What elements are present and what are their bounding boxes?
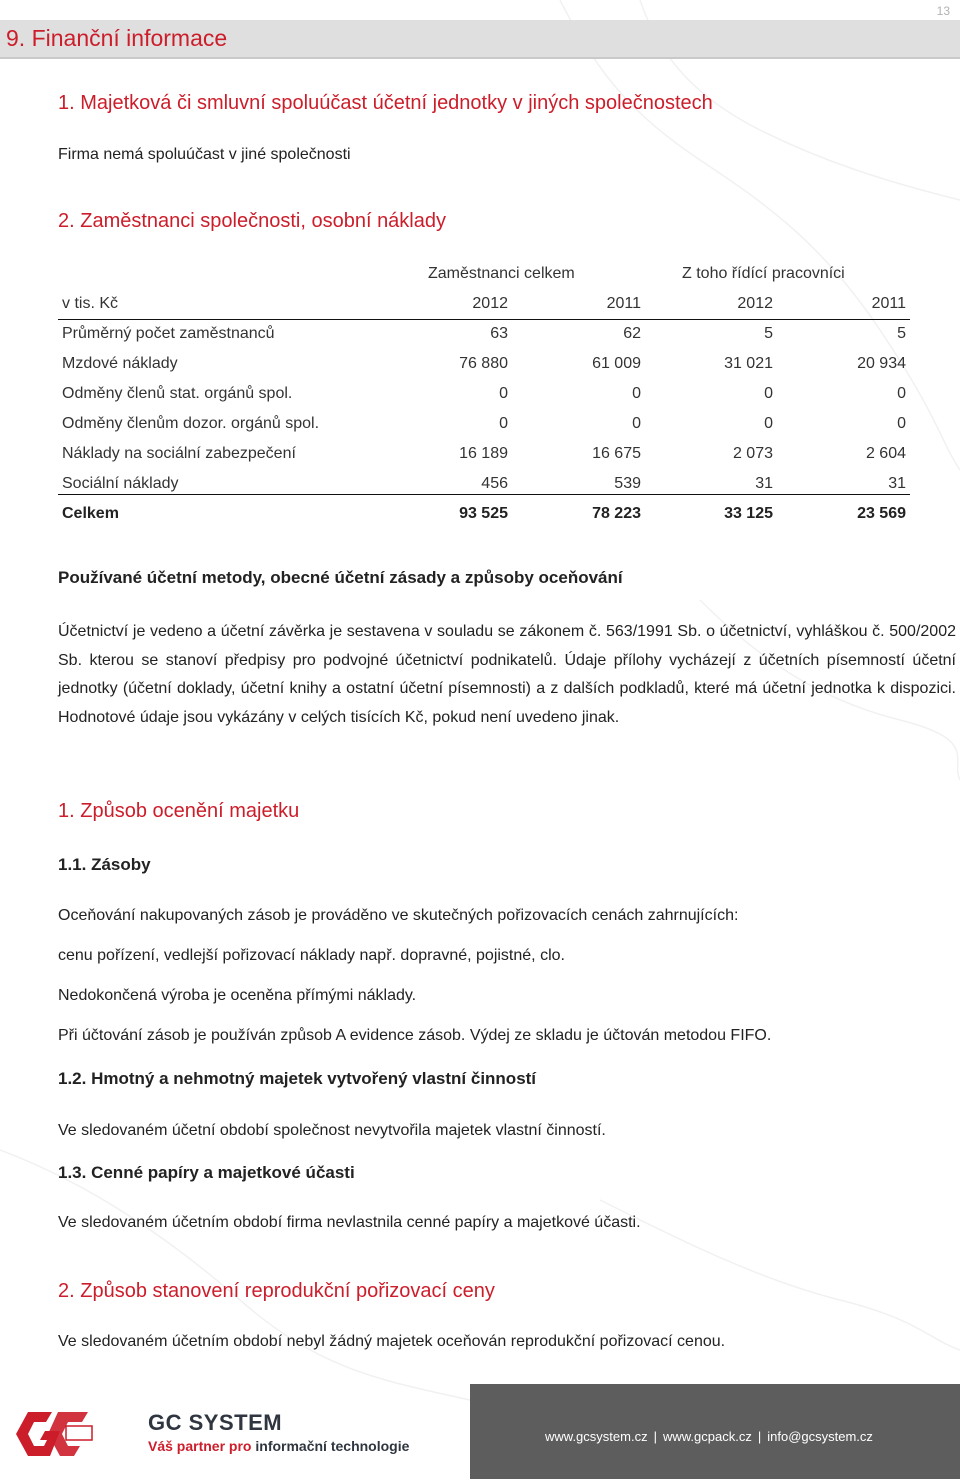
inventory-line: Při účtování zásob je používán způsob A evidence zásob. Výdej ze skladu je účtován metodou FIFO. xyxy=(58,1027,772,1044)
employee-costs-table xyxy=(58,258,910,528)
group-header-managers: Z toho řídící pracovníci xyxy=(682,265,845,282)
cell: 78 223 xyxy=(592,505,641,522)
cell: 16 675 xyxy=(592,445,641,462)
group-header-total: Zaměstnanci celkem xyxy=(428,265,575,282)
cell: 2 073 xyxy=(732,445,773,462)
inventory-heading: 1.1. Zásoby xyxy=(58,855,151,874)
table-row xyxy=(58,318,910,348)
table-total-row xyxy=(58,498,910,528)
cell: 0 xyxy=(499,415,508,432)
row-label: Průměrný počet zaměstnanců xyxy=(62,325,275,342)
separator: | xyxy=(653,1429,657,1444)
cell: 539 xyxy=(614,475,641,492)
reproduction-heading: 2. Způsob stanovení reprodukční pořizovací ceny xyxy=(58,1280,495,1302)
methods-heading: Používané účetní metody, obecné účetní zásady a způsoby oceňování xyxy=(58,568,623,587)
table-row xyxy=(58,408,910,438)
inventory-line: Oceňování nakupovaných zásob je prováděno ve skutečných pořizovacích cenách zahrnujících: xyxy=(58,907,739,924)
cell: 63 xyxy=(490,325,508,342)
row-label: Mzdové náklady xyxy=(62,355,178,372)
cell: 2 604 xyxy=(865,445,906,462)
inventory-line: Nedokončená výroba je oceněna přímými náklady. xyxy=(58,987,417,1004)
table-row xyxy=(58,438,910,468)
securities-heading: 1.3. Cenné papíry a majetkové účasti xyxy=(58,1163,355,1182)
cell: 5 xyxy=(764,325,773,342)
tagline-part: Váš partner pro xyxy=(148,1438,252,1454)
cell: 31 xyxy=(755,475,773,492)
website-link[interactable]: www.gcsystem.cz xyxy=(545,1429,648,1444)
brand-name: GC SYSTEM xyxy=(148,1410,283,1435)
securities-text: Ve sledovaném účetním období firma nevlastnila cenné papíry a majetkové účasti. xyxy=(58,1214,641,1231)
cell: 0 xyxy=(764,385,773,402)
year-header: 2011 xyxy=(606,295,641,312)
cell: 0 xyxy=(632,385,641,402)
cell: 76 880 xyxy=(459,355,508,372)
table-year-header-row xyxy=(58,288,910,318)
separator: | xyxy=(757,1429,762,1444)
cell: 31 xyxy=(888,475,906,492)
footer xyxy=(0,1384,960,1479)
section-2-heading: 2. Zaměstnanci společnosti, osobní náklady xyxy=(58,210,446,232)
row-label: Odměny členů stat. orgánů spol. xyxy=(62,385,293,402)
year-header: 2012 xyxy=(737,295,773,312)
cell: 62 xyxy=(623,325,641,342)
tagline-part: informační technologie xyxy=(255,1438,410,1454)
chapter-header xyxy=(0,20,960,59)
cell: 456 xyxy=(481,475,508,492)
cell: 61 009 xyxy=(592,355,641,372)
cell: 31 021 xyxy=(724,355,773,372)
assets-heading: 1.2. Hmotný a nehmotný majetek vytvořený vlastní činností xyxy=(58,1069,537,1088)
cell: 5 xyxy=(897,325,906,342)
cell: 0 xyxy=(764,415,773,432)
gc-system-logo-icon xyxy=(14,1404,96,1464)
cell: 0 xyxy=(897,415,906,432)
footer-contacts xyxy=(545,1429,873,1444)
cell: 0 xyxy=(897,385,906,402)
table-row xyxy=(58,378,910,408)
year-header: 2011 xyxy=(871,295,906,312)
brand-tagline xyxy=(148,1438,409,1454)
valuation-heading: 1. Způsob ocenění majetku xyxy=(58,800,300,822)
row-label: Celkem xyxy=(62,505,119,522)
chapter-title: 9. Finanční informace xyxy=(6,25,228,51)
cell: 20 934 xyxy=(857,355,906,372)
row-label: Náklady na sociální zabezpečení xyxy=(62,445,296,462)
row-label: Odměny členům dozor. orgánů spol. xyxy=(62,415,320,432)
inventory-line: cenu pořízení, vedlejší pořizovací náklady např. dopravné, pojistné, clo. xyxy=(58,947,565,964)
cell: 0 xyxy=(632,415,641,432)
cell: 93 525 xyxy=(459,505,508,522)
section-1-heading: 1. Majetková či smluvní spoluúčast účetní jednotky v jiných společnostech xyxy=(58,92,713,114)
assets-text: Ve sledovaném účetní období společnost nevytvořila majetek vlastní činností. xyxy=(58,1122,606,1139)
table-group-header-row xyxy=(58,258,910,288)
unit-label: v tis. Kč xyxy=(62,295,119,312)
cell: 33 125 xyxy=(724,505,773,522)
cell: 23 569 xyxy=(857,505,906,522)
year-header: 2012 xyxy=(472,295,508,312)
cell: 16 189 xyxy=(459,445,508,462)
cell: 0 xyxy=(499,385,508,402)
page-number: 13 xyxy=(936,4,950,18)
table-total-rule xyxy=(58,494,910,495)
website-link[interactable]: www.gcpack.cz xyxy=(662,1429,752,1444)
reproduction-text: Ve sledovaném účetním období nebyl žádný majetek oceňován reprodukční pořizovací cenou. xyxy=(58,1333,726,1350)
methods-paragraph: Účetnictví je vedeno a účetní závěrka je sestavena v souladu se zákonem č. 563/1991 Sb. o účetnictví, vyhláškou č. 500/2002 Sb. kterou se stanoví předpisy pro podvojné účetnictví podnikatelů. Údaje přílohy vycházejí z účetních písemností účetní jednotky (účetní doklady, účetní knihy a ostatní účetní písemnosti) a z dalších podkladů, které má účetní jednotka k dispozici. Hodnotové údaje jsou vykázány v celých tisících Kč, pokud není uvedeno jinak. xyxy=(58,623,956,726)
section-1-text: Firma nemá spoluúčast v jiné společnosti xyxy=(58,146,351,163)
email-link[interactable]: info@gcsystem.cz xyxy=(767,1429,873,1444)
row-label: Sociální náklady xyxy=(62,475,179,492)
table-row xyxy=(58,348,910,378)
